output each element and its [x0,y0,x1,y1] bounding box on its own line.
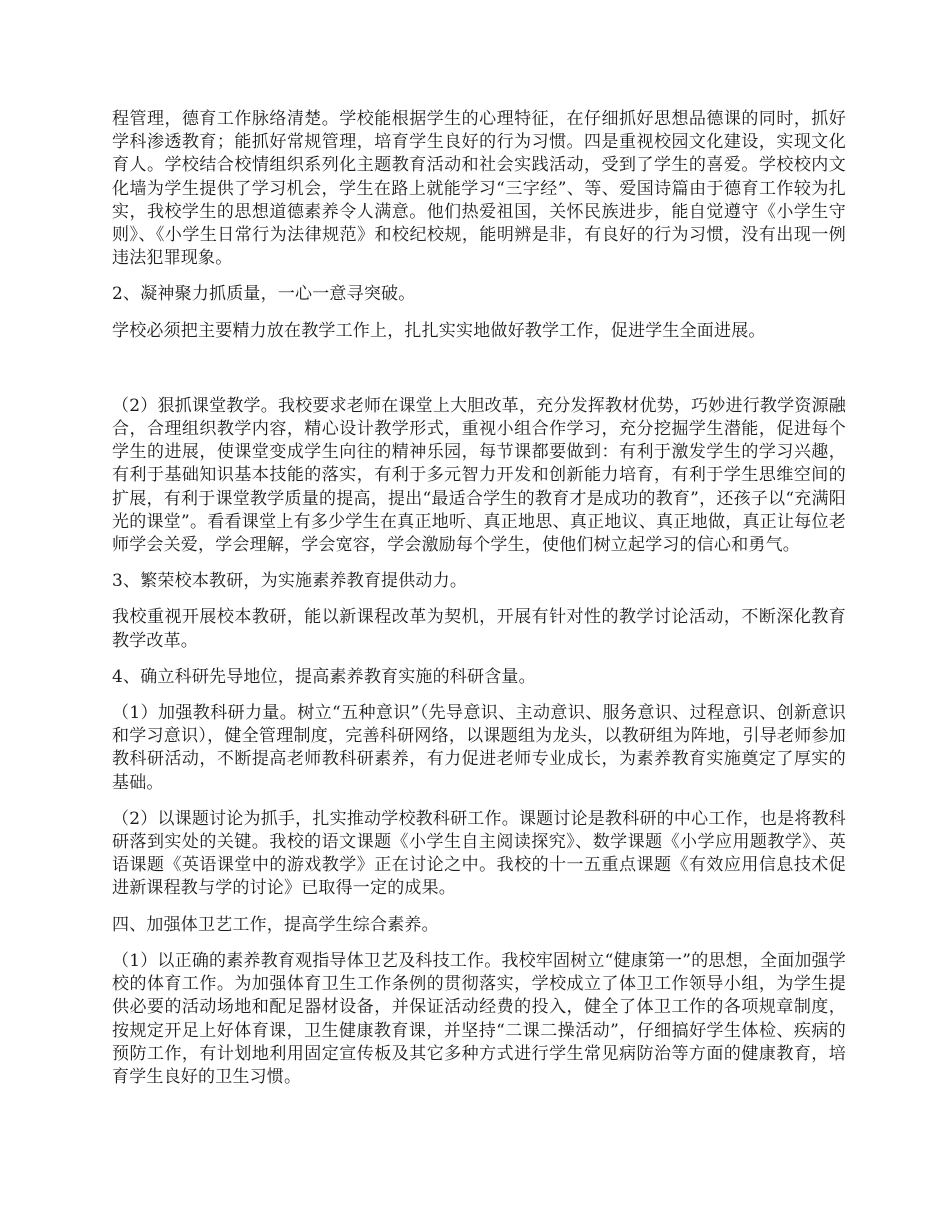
heading-sports-health-arts: 四、加强体卫艺工作，提高学生综合素养。 [112,914,439,935]
paragraph-school-research: 我校重视开展校本教研，能以新课程改革为契机，开展有针对性的教学讨论活动，不断深化教育教学改革。 [112,607,846,651]
paragraph-research-strength: （1）加强教科研力量。树立“五种意识”（先导意识、主动意识、服务意识、过程意识、创新意识和学习意识），健全管理制度，完善科研网络，以课题组为龙头，以教研组为阵地，引导老师参加教科研活动，不断提高老师教科研素养，有力促进老师专业成长，为素养教育实施奠定了厚实的基础。 [112,703,846,793]
heading-school-research: 3、繁荣校本教研，为实施素养教育提供动力。 [112,571,468,592]
paragraph-classroom-teaching: （2）狠抓课堂教学。我校要求老师在课堂上大胆改革，充分发挥教材优势，巧妙进行教学资源融合，合理组织教学内容，精心设计教学形式，重视小组合作学习，充分挖掘学生潜能，促进每个学生的进展，使课堂变成学生向往的精神乐园，每节课都要做到：有利于激发学生的学习兴趣，有利于基础知识基本技能的落实，有利于多元智力开发和创新能力培育，有利于学生思维空间的扩展，有利于课堂教学质量的提高，提出“最适合学生的教育才是成功的教育”，还孩子以“充满阳光的课堂”。看看课堂上有多少学生在真正地听、真正地思、真正地议、真正地做，真正让每位老师学会关爱，学会理解，学会宽容，学会激励每个学生，使他们树立起学习的信心和勇气。 [112,395,846,556]
heading-research-leadership: 4、确立科研先导地位，提高素养教育实施的科研含量。 [112,666,536,687]
paragraph-teaching-focus: 学校必须把主要精力放在教学工作上，扎扎实实地做好教学工作，促进学生全面进展。 [112,320,766,341]
document-page [112,108,846,1089]
paragraph-sports-health: （1）以正确的素养教育观指导体卫艺及科技工作。我校牢固树立“健康第一”的思想，全面加强学校的体育工作。为加强体育卫生工作条例的贯彻落实，学校成立了体卫工作领导小组，为学生提供必要的活动场地和配足器材设备，并保证活动经费的投入，健全了体卫工作的各项规章制度，按规定开足上好体育课，卫生健康教育课，并坚持“二课二操活动”，仔细搞好学生体检、疾病的预防工作，有计划地利用固定宣传板及其它多种方式进行学生常见病防治等方面的健康教育，培育学生良好的卫生习惯。 [112,950,846,1087]
paragraph-topic-research: （2）以课题讨论为抓手，扎实推动学校教科研工作。课题讨论是教科研的中心工作，也是将教科研落到实处的关键。我校的语文课题《小学生自主阅读探究》、数学课题《小学应用题教学》、英语课题《英语课堂中的游戏教学》正在讨论之中。我校的十一五重点课题《有效应用信息技术促进新课程教与学的讨论》已取得一定的成果。 [112,808,846,899]
paragraph-moral-education: 程管理，德育工作脉络清楚。学校能根据学生的心理特征，在仔细抓好思想品德课的同时，抓好学科渗透教育；能抓好常规管理，培育学生良好的行为习惯。四是重视校园文化建设，实现文化育人。学校结合校情组织系列化主题教育活动和社会实践活动，受到了学生的喜爱。学校校内文化墙为学生提供了学习机会，学生在路上就能学习“三字经”、等、爱国诗篇由于德育工作较为扎实，我校学生的思想道德素养令人满意。他们热爱祖国，关怀民族进步，能自觉遵守《小学生守则》、《小学生日常行为法律规范》和校纪校规，能明辨是非，有良好的行为习惯，没有出现一例违法犯罪现象。 [112,109,846,269]
heading-teaching-quality: 2、凝神聚力抓质量，一心一意寻突破。 [112,284,416,305]
